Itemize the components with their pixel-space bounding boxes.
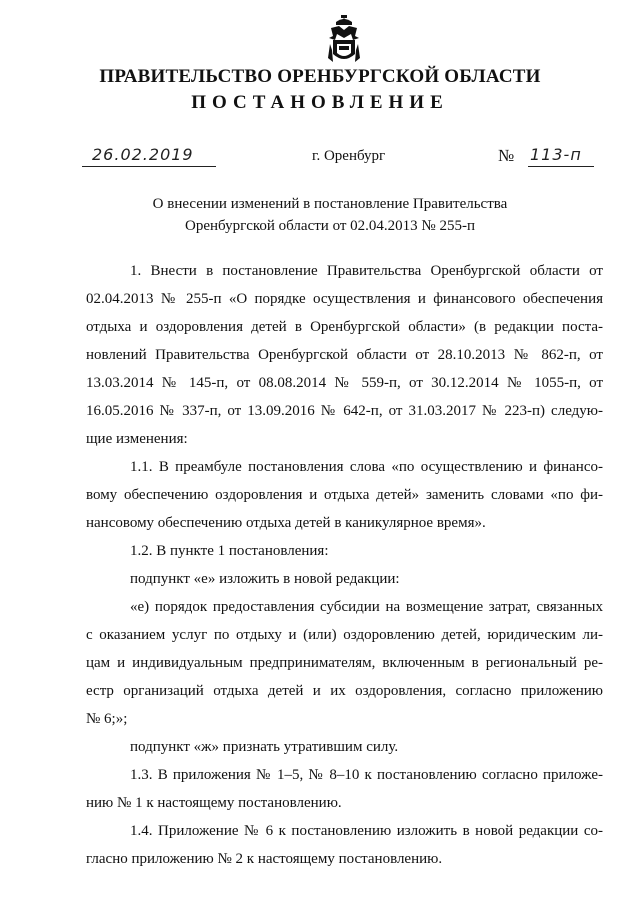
title-line-2: Оренбургской области от 02.04.2013 № 255-п [184,218,476,234]
document-title [120,193,540,237]
body-line: 1.3. В приложения № 1–5, № 8–10 к постановлению согласно приложе- [130,767,603,783]
body-line: подпункт «ж» признать утратившим силу. [130,739,399,755]
body-line: 02.04.2013 № 255-п «О порядке осуществления и финансового обеспечения [86,291,603,307]
body-line: новлений Правительства Оренбургской области от 28.10.2013 № 862-п, от [86,347,603,363]
body-line: подпункт «е» изложить в новой редакции: [130,571,400,587]
body-line: «е) порядок предоставления субсидии на возмещение затрат, связанных [130,599,603,615]
body-line: 16.05.2016 № 337-п, от 13.09.2016 № 642-п, от 31.03.2017 № 223-п) следую- [86,403,603,419]
body-line: 1.1. В преамбуле постановления слова «по осуществлению и финансо- [130,459,603,475]
document-number: 113-п [530,145,582,164]
body-line: вому обеспечению оздоровления и отдыха детей» заменить словами «по фи- [86,487,603,503]
body-line: 1.2. В пункте 1 постановления: [130,543,329,559]
body-line: гласно приложению № 2 к настоящему постановлению. [86,851,443,867]
title-line-1: О внесении изменений в постановление Правительства [152,196,508,212]
number-sign: № [498,146,515,165]
body-line: цам и индивидуальным предпринимателям, включенным в региональный ре- [86,655,603,671]
body-line: № 6;»; [86,711,128,727]
number-underline [528,166,594,167]
date-underline [82,166,216,167]
body-line: естр организаций отдыха детей и их оздоровления, согласно приложению [86,683,603,699]
body-line: 1.4. Приложение № 6 к постановлению изложить в новой редакции со- [130,823,603,839]
body-line: 13.03.2014 № 145-п, от 08.08.2014 № 559-п, от 30.12.2014 № 1055-п, от [86,375,603,391]
body-line: с оказанием услуг по отдыху и (или) оздоровлению детей, юридическим ли- [86,627,603,643]
document-type-heading: ПОСТАНОВЛЕНИЕ [191,92,449,113]
document-city: г. Оренбург [312,148,386,164]
body-line: нию № 1 к настоящему постановлению. [86,795,342,811]
government-heading: ПРАВИТЕЛЬСТВО ОРЕНБУРГСКОЙ ОБЛАСТИ [99,66,541,87]
document-date: 26.02.2019 [92,145,194,164]
coat-of-arms-emblem [327,14,361,66]
body-line: отдыха и оздоровления детей в Оренбургской области» (в редакции поста- [86,319,603,335]
body-line: нансовому обеспечению отдыха детей в каникулярное время». [86,515,486,531]
body-line: щие изменения: [86,431,188,447]
body-line: 1. Внести в постановление Правительства Оренбургской области от [130,263,603,279]
